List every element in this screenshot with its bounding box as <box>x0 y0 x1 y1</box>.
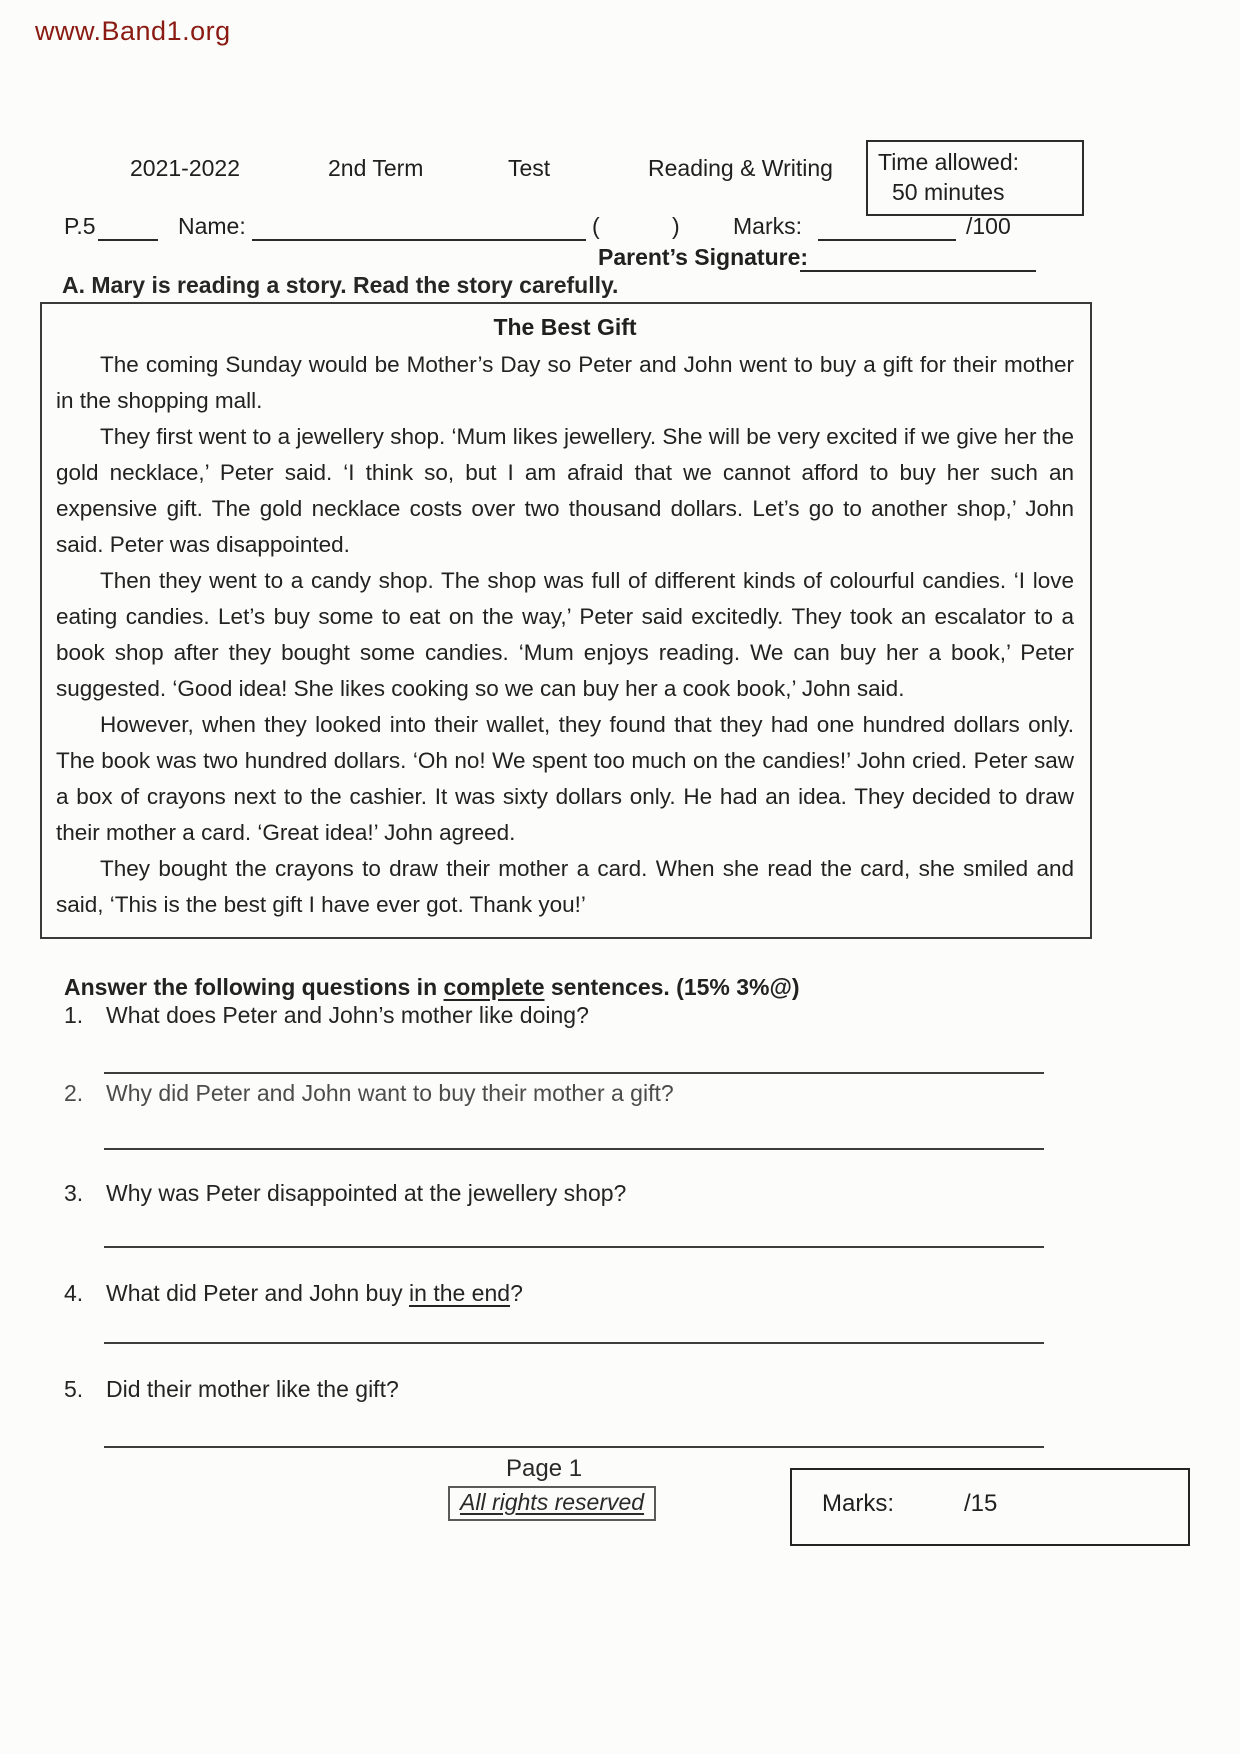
story-paragraph: The coming Sunday would be Mother’s Day so Peter and John went to buy a gift for their mother in the shopping mall. <box>56 352 1074 413</box>
term-label: 2nd Term <box>328 155 424 181</box>
story-paragraph: They first went to a jewellery shop. ‘Mum likes jewellery. She will be very excited if we give her the gold necklace,’ Peter said. ‘I think so, but I am afraid that we cannot afford to buy her such an expensive gift. The gold necklace costs over two thousand dollars. Let’s go to another shop,’ John said. Peter was disappointed. <box>56 424 1074 557</box>
section-marks-label: Marks: <box>822 1490 894 1517</box>
subject-label: Reading & Writing <box>648 155 833 181</box>
answer-line-5 <box>104 1446 1044 1448</box>
question-4-text-suffix: ? <box>510 1280 523 1306</box>
class-number-paren-close: ) <box>672 213 680 239</box>
marks-total: /100 <box>966 213 1011 239</box>
question-3 <box>64 1180 626 1207</box>
parent-signature-blank-line <box>800 244 1036 272</box>
question-1 <box>64 1002 589 1029</box>
class-number-paren-open: ( <box>592 213 600 239</box>
question-4-underlined-phrase: in the end <box>409 1280 511 1306</box>
answer-line-4 <box>104 1342 1044 1344</box>
class-blank-line <box>98 213 158 241</box>
section-marks-total: /15 <box>964 1490 998 1517</box>
story-box <box>40 302 1092 939</box>
time-allowed-box <box>866 140 1084 216</box>
story-paragraph: Then they went to a candy shop. The shop was full of different kinds of colourful candies. ‘I love eating candies. Let’s buy some to eat on the way,’ Peter said excitedly. They took an escalator to a book shop after they bought some candies. ‘Mum enjoys reading. We can buy her a book,’ Peter suggested. ‘Good idea! She likes cooking so we can buy her a cook book,’ John said. <box>56 568 1074 701</box>
question-5-text: Did their mother like the gift? <box>106 1376 399 1402</box>
section-a-heading: A. Mary is reading a story. Read the story carefully. <box>62 272 619 298</box>
marks-blank-line <box>818 213 956 241</box>
marks-label: Marks: <box>733 213 802 239</box>
parent-signature-label: Parent’s Signature: <box>598 244 809 270</box>
school-year: 2021-2022 <box>130 155 240 181</box>
section-marks-box <box>790 1468 1190 1546</box>
class-label: P.5 <box>64 213 96 239</box>
site-watermark: www.Band1.org <box>35 16 231 46</box>
question-1-number: 1. <box>64 1002 84 1028</box>
question-2 <box>64 1080 674 1107</box>
question-2-number: 2. <box>64 1080 84 1106</box>
question-2-text: Why did Peter and John want to buy their mother a gift? <box>106 1080 674 1106</box>
instruction-underlined-word: complete <box>443 974 545 1000</box>
question-1-text: What does Peter and John’s mother like doing? <box>106 1002 589 1028</box>
story-paragraph: They bought the crayons to draw their mother a card. When she read the card, she smiled and said, ‘This is the best gift I have ever got. Thank you!’ <box>56 856 1074 917</box>
rights-notice: All rights reserved <box>448 1486 656 1521</box>
name-label: Name: <box>178 213 246 239</box>
question-5 <box>64 1376 399 1403</box>
question-3-text: Why was Peter disappointed at the jewellery shop? <box>106 1180 627 1206</box>
instruction-prefix: Answer the following questions in <box>64 974 444 1000</box>
story-title: The Best Gift <box>493 314 637 340</box>
time-allowed-value: 50 minutes <box>892 179 1005 205</box>
question-4 <box>64 1280 523 1307</box>
name-blank-line <box>252 213 586 241</box>
question-3-number: 3. <box>64 1180 84 1206</box>
page-number: Page 1 <box>506 1455 583 1482</box>
time-allowed-label: Time allowed: <box>878 149 1020 175</box>
question-4-text-prefix: What did Peter and John buy <box>106 1280 410 1306</box>
answer-line-3 <box>104 1246 1044 1248</box>
answer-line-1 <box>104 1072 1044 1074</box>
answer-line-2 <box>104 1148 1044 1150</box>
question-4-number: 4. <box>64 1280 84 1306</box>
instruction-suffix: sentences. (15% 3%@) <box>544 974 800 1000</box>
paper-type: Test <box>508 155 551 181</box>
story-paragraph: However, when they looked into their wallet, they found that they had one hundred dollars only. The book was two hundred dollars. ‘Oh no! We spent too much on the candies!’ John cried. Peter saw a box of crayons next to the cashier. It was sixty dollars only. He had an idea. They decided to draw their mother a card. ‘Great idea!’ John agreed. <box>56 712 1074 845</box>
question-5-number: 5. <box>64 1376 84 1402</box>
questions-instruction <box>64 974 800 1001</box>
